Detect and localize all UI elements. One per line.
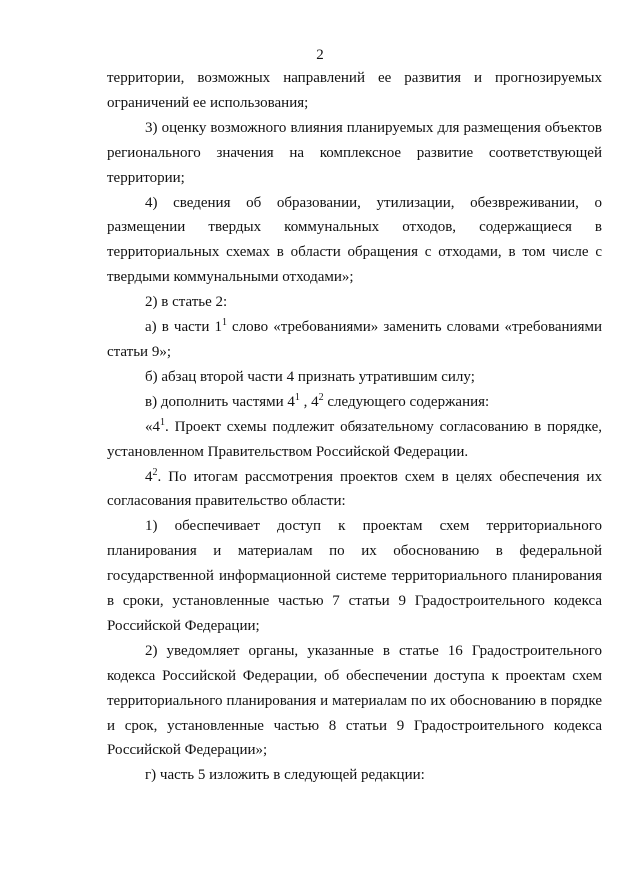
paragraph-5 [107, 315, 602, 365]
paragraph-8 [107, 415, 602, 465]
paragraph-7-superscript-1: 1 [294, 391, 300, 403]
paragraph-9 [107, 465, 602, 515]
paragraph-10: 1) обеспечивает доступ к проектам схем территориального планирования и материалам по их обоснованию в федеральной государственной информационной системе территориального планирования в сроки, установленные частью 7 статьи 9 Градостроительного кодекса Российской Федерации; [107, 518, 602, 634]
paragraph-7-text-a: в) дополнить частями 4 [145, 393, 295, 410]
paragraph-8-superscript: 1 [160, 416, 165, 428]
paragraph-7-text-c: следующего содержания: [323, 393, 490, 410]
paragraph-8-text-b: . Проект схемы подлежит обязательному согласованию в порядке, установленном Правительством Российской Федерации. [107, 418, 602, 460]
paragraph-6: б) абзац второй части 4 признать утратившим силу; [145, 368, 475, 385]
paragraph-5-text-b: слово «требованиями» заменить словами «требованиями статьи 9»; [107, 319, 602, 360]
paragraph-3: 4) сведения об образовании, утилизации, обезвреживании, о размещении твердых коммунальных отходов, содержащиеся в территориальных схемах в области обращения с отходами, в том числе с твердыми коммунальными отходами»; [107, 194, 602, 286]
paragraph-11: 2) уведомляет органы, указанные в статье 16 Градостроительного кодекса Российской Федерации, об обеспечении доступа к проектам схем территориального планирования и материалам по их обоснованию в порядке и срок, установленные частью 8 статьи 9 Градостроительного кодекса Российской Федерации»; [107, 642, 602, 759]
paragraph-9-text-b: . По итогам рассмотрения проектов схем в целях обеспечения их согласования правительство области: [107, 468, 602, 510]
paragraph-7 [107, 390, 602, 415]
paragraph-9-text-a: 4 [145, 468, 153, 485]
paragraph-4: 2) в статье 2: [145, 294, 228, 311]
paragraph-12: г) часть 5 изложить в следующей редакции: [145, 767, 425, 784]
paragraph-2: 3) оценку возможного влияния планируемых для размещения объектов регионального значения на комплексное развитие соответствующей территории; [107, 119, 602, 186]
paragraph-1: территории, возможных направлений ее развития и прогнозируемых ограничений ее использования; [107, 70, 602, 111]
paragraph-7-superscript-2: 2 [318, 391, 324, 403]
paragraph-5-superscript: 1 [221, 317, 227, 329]
paragraph-7-text-b: , 4 [299, 393, 319, 410]
document-body [107, 66, 602, 788]
page-number: 2 [316, 47, 324, 63]
paragraph-9-superscript: 2 [152, 466, 158, 478]
paragraph-5-text-a: а) в части 1 [145, 319, 222, 336]
paragraph-8-text-a: «4 [145, 418, 160, 435]
